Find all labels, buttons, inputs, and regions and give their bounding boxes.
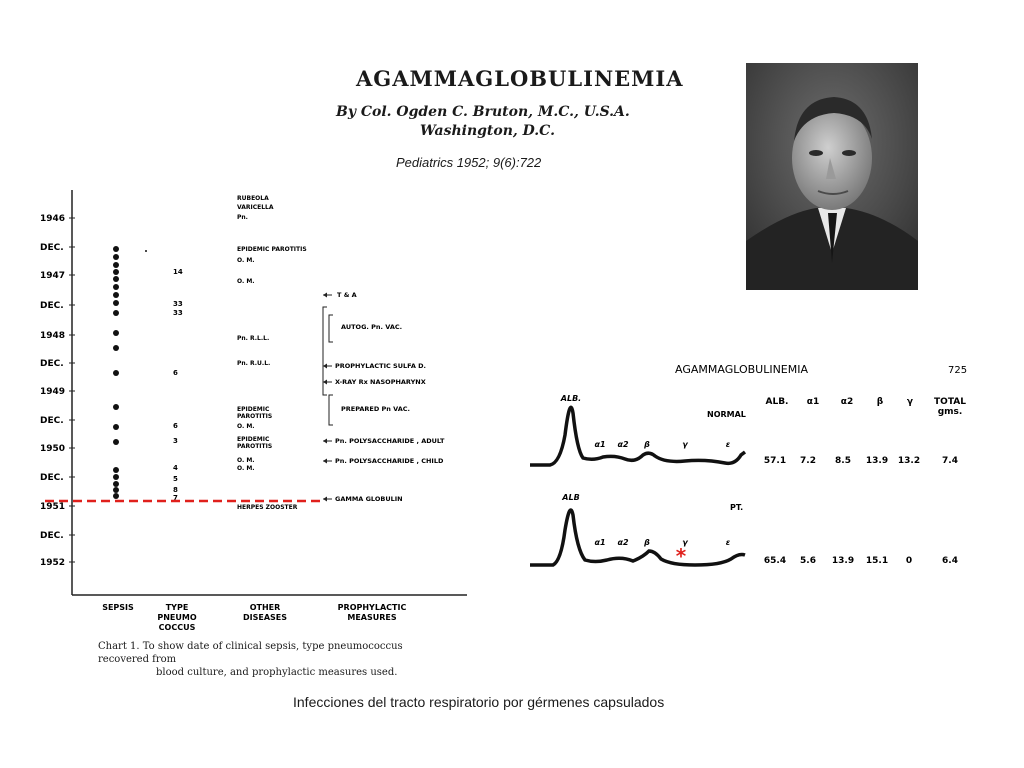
prophylactic-measure-label: T & A bbox=[337, 291, 357, 299]
sepsis-dot bbox=[113, 467, 119, 473]
normal-value: 57.1 bbox=[763, 456, 787, 466]
chart1-caption-line1: Chart 1. To show date of clinical sepsis, type pneumococcus recovered from bbox=[98, 641, 403, 665]
patient-value: 6.4 bbox=[942, 556, 958, 566]
other-disease-label: O. M. bbox=[237, 278, 255, 285]
normal-value: 13.2 bbox=[897, 456, 921, 466]
sepsis-dot bbox=[113, 424, 119, 430]
sepsis-dot bbox=[113, 439, 119, 445]
electro-column-header: β bbox=[876, 397, 884, 407]
article-citation: Pediatrics 1952; 9(6):722 bbox=[396, 155, 542, 170]
article-author: By Col. Ogden C. Bruton, M.C., U.S.A. bbox=[336, 104, 630, 120]
normal-value: 13.9 bbox=[865, 456, 889, 466]
normal-value: 7.2 bbox=[800, 456, 816, 466]
normal-peak-label: α1 bbox=[594, 440, 606, 449]
electro-title: AGAMMAGLOBULINEMIA bbox=[675, 363, 809, 376]
prophylactic-arrowhead bbox=[323, 439, 327, 444]
sepsis-dot bbox=[113, 481, 119, 487]
prophylactic-arrowhead bbox=[323, 497, 327, 502]
other-disease-label: O. M. bbox=[237, 257, 255, 264]
normal-peak-label: ALB. bbox=[560, 394, 582, 403]
chart1-timeline bbox=[35, 185, 475, 635]
sepsis-dot bbox=[113, 254, 119, 260]
prophylactic-bracket bbox=[329, 395, 333, 425]
patient-peak-label: β bbox=[644, 538, 650, 547]
patient-peak-label: ALB bbox=[562, 493, 580, 502]
prophylactic-arrowhead bbox=[323, 380, 327, 385]
sepsis-dot bbox=[113, 292, 119, 298]
article-location: Washington, D.C. bbox=[420, 123, 555, 139]
year-label: DEC. bbox=[40, 301, 64, 311]
sepsis-dot bbox=[113, 330, 119, 336]
prophylactic-measure-label: Pn. POLYSACCHARIDE , ADULT bbox=[335, 437, 445, 445]
patient-curve bbox=[530, 510, 745, 565]
other-disease-label: PAROTITIS bbox=[237, 443, 273, 450]
sepsis-dot bbox=[113, 269, 119, 275]
other-disease-label: HERPES ZOOSTER bbox=[237, 504, 298, 511]
prophylactic-measure-label: PREPARED Pn VAC. bbox=[341, 405, 411, 413]
sepsis-dot bbox=[113, 246, 119, 252]
year-label: 1947 bbox=[40, 271, 66, 281]
prophylactic-arrowhead bbox=[323, 459, 327, 464]
pneumo-type-label: 3 bbox=[173, 437, 178, 445]
year-label: DEC. bbox=[40, 359, 64, 369]
patient-peak-label: ε bbox=[725, 538, 731, 547]
electro-column-header: α1 bbox=[806, 397, 820, 407]
other-disease-label: RUBEOLA bbox=[237, 195, 269, 202]
year-label: DEC. bbox=[40, 243, 64, 253]
pneumo-type-label: 33 bbox=[173, 309, 183, 317]
other-disease-label: O. M. bbox=[237, 457, 255, 464]
other-disease-label: EPIDEMIC bbox=[237, 406, 270, 413]
year-label: 1950 bbox=[40, 444, 66, 454]
chart1-column-label: PROPHYLACTIC MEASURES bbox=[337, 603, 407, 622]
prophylactic-measure-label: AUTOG. Pn. VAC. bbox=[341, 323, 403, 331]
other-disease-label: O. M. bbox=[237, 465, 255, 472]
normal-peak-label: ε bbox=[725, 440, 731, 449]
prophylactic-arrowhead bbox=[323, 364, 327, 369]
sepsis-dot bbox=[113, 474, 119, 480]
electro-column-header: γ bbox=[906, 397, 914, 407]
pneumo-type-label: 4 bbox=[173, 464, 178, 472]
patient-value: 5.6 bbox=[800, 556, 816, 566]
year-label: DEC. bbox=[40, 416, 64, 426]
normal-peak-label: α2 bbox=[617, 440, 629, 449]
other-disease-label: EPIDEMIC bbox=[237, 436, 270, 443]
year-label: 1949 bbox=[40, 387, 66, 397]
normal-peak-label: β bbox=[644, 440, 650, 449]
slide-caption: Infecciones del tracto respiratorio por gérmenes capsulados bbox=[293, 694, 665, 710]
prophylactic-measure-label: GAMMA GLOBULIN bbox=[335, 495, 403, 503]
chart1-caption-line2: blood culture, and prophylactic measures used. bbox=[156, 667, 398, 678]
other-disease-label: VARICELLA bbox=[237, 204, 274, 211]
pneumo-type-label: 14 bbox=[173, 268, 183, 276]
prophylactic-arrowhead bbox=[323, 293, 327, 298]
sepsis-dot bbox=[113, 262, 119, 268]
year-label: DEC. bbox=[40, 473, 64, 483]
sepsis-dot bbox=[113, 370, 119, 376]
electro-page-number: 725 bbox=[948, 365, 968, 376]
other-disease-label: Pn. R.L.L. bbox=[237, 335, 270, 342]
sepsis-dot bbox=[113, 404, 119, 410]
sepsis-dot bbox=[113, 345, 119, 351]
year-label: 1951 bbox=[40, 502, 66, 512]
prophylactic-measure-label: X-RAY Rx NASOPHARYNX bbox=[335, 378, 426, 386]
sepsis-dot bbox=[145, 250, 147, 252]
patient-value: 0 bbox=[905, 556, 913, 566]
prophylactic-bracket bbox=[329, 315, 333, 342]
electro-column-header: gms. bbox=[937, 407, 963, 417]
other-disease-label: EPIDEMIC PAROTITIS bbox=[237, 246, 307, 253]
patient-value: 13.9 bbox=[831, 556, 855, 566]
sepsis-dot bbox=[113, 310, 119, 316]
sepsis-dot bbox=[113, 300, 119, 306]
pneumo-type-label: 6 bbox=[173, 369, 178, 377]
prophylactic-measure-label: Pn. POLYSACCHARIDE , CHILD bbox=[335, 457, 444, 465]
electro-column-header: α2 bbox=[840, 397, 854, 407]
year-label: DEC. bbox=[40, 531, 64, 541]
pneumo-type-label: 6 bbox=[173, 422, 178, 430]
other-disease-label: PAROTITIS bbox=[237, 413, 273, 420]
pneumo-type-label: 33 bbox=[173, 300, 183, 308]
normal-peak-label: γ bbox=[682, 440, 688, 449]
patient-value: 15.1 bbox=[865, 556, 889, 566]
article-title: AGAMMAGLOBULINEMIA bbox=[356, 66, 684, 91]
pneumo-type-label: 7 bbox=[173, 494, 178, 502]
electro-column-header: TOTAL bbox=[934, 397, 966, 407]
patient-label: PT. bbox=[730, 503, 744, 512]
pneumo-type-label: 5 bbox=[173, 475, 178, 483]
year-label: 1948 bbox=[40, 331, 66, 341]
chart1-column-label: SEPSIS bbox=[102, 603, 134, 612]
patient-value: 65.4 bbox=[763, 556, 787, 566]
pneumo-type-label: 8 bbox=[173, 486, 178, 494]
chart1-caption bbox=[98, 640, 438, 679]
year-label: 1946 bbox=[40, 214, 66, 224]
gamma-absent-asterisk: * bbox=[675, 544, 687, 568]
normal-value: 8.5 bbox=[835, 456, 851, 466]
year-label: 1952 bbox=[40, 558, 66, 568]
normal-value: 7.4 bbox=[942, 456, 958, 466]
electrophoresis-figure bbox=[525, 355, 985, 585]
patient-peak-label: α1 bbox=[594, 538, 606, 547]
sepsis-dot bbox=[113, 493, 119, 499]
portrait-photo bbox=[746, 63, 918, 290]
normal-label: NORMAL bbox=[707, 410, 746, 419]
other-disease-label: O. M. bbox=[237, 423, 255, 430]
sepsis-dot bbox=[113, 487, 119, 493]
chart1-column-label: TYPE PNEUMO COCCUS bbox=[157, 603, 197, 632]
electro-column-header: ALB. bbox=[765, 397, 789, 407]
chart1-column-label: OTHER DISEASES bbox=[242, 603, 288, 622]
prophylactic-measure-label: PROPHYLACTIC SULFA D. bbox=[335, 362, 426, 370]
other-disease-label: Pn. bbox=[237, 214, 248, 221]
patient-peak-label: γ bbox=[682, 538, 688, 547]
sepsis-dot bbox=[113, 276, 119, 282]
patient-peak-label: α2 bbox=[617, 538, 629, 547]
other-disease-label: Pn. R.U.L. bbox=[237, 360, 271, 367]
sepsis-dot bbox=[113, 284, 119, 290]
